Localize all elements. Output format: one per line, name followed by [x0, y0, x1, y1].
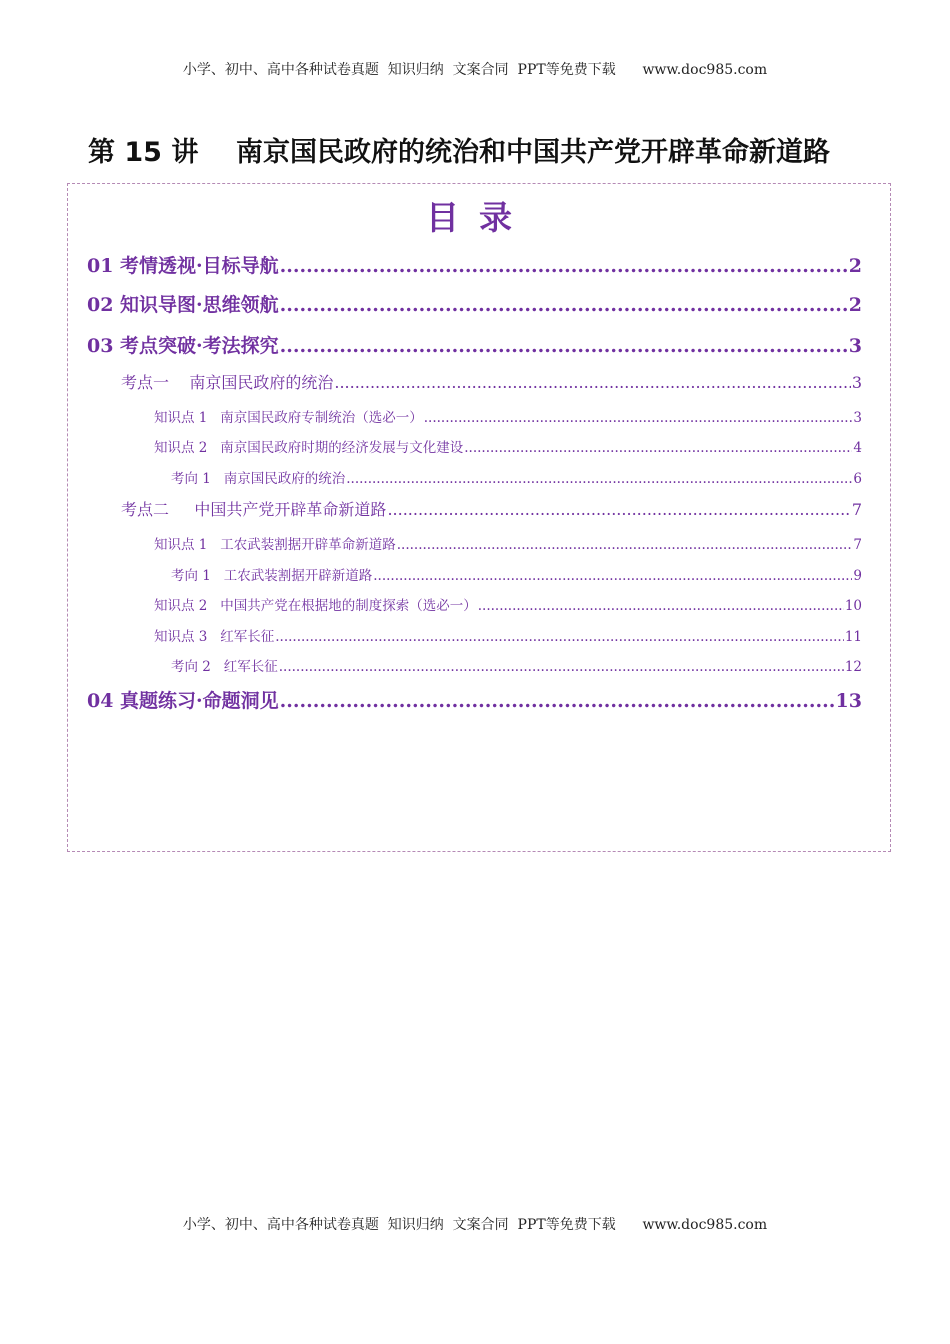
page-footer: 小学、初中、高中各种试卷真题 知识归纳 文案合同 PPT等免费下载 www.doc985.com	[182, 1217, 768, 1233]
toc-leader-dots	[280, 690, 835, 712]
toc-entry-label: 知识点 1 南京国民政府专制统治（选必一）	[154, 410, 423, 426]
toc-entry-label: 考向 2 红军长征	[171, 659, 278, 675]
toc-entry[interactable]	[121, 497, 862, 520]
toc-entry[interactable]	[171, 655, 862, 675]
toc-entry[interactable]	[87, 251, 862, 278]
toc-page-number: 13	[835, 690, 862, 712]
toc-page-number: 3	[851, 373, 862, 392]
toc-entry-label: 03 考点突破·考法探究	[87, 335, 279, 357]
toc-entry-label: 知识点 3 红军长征	[154, 629, 275, 645]
toc-page-number: 10	[844, 598, 862, 614]
toc-page-number: 7	[853, 537, 862, 553]
toc-page-number: 7	[851, 500, 862, 519]
toc-entry-label: 知识点 2 南京国民政府时期的经济发展与文化建设	[154, 440, 464, 456]
toc-entry-label: 04 真题练习·命题洞见	[87, 690, 279, 712]
toc-entry-label: 考向 1 南京国民政府的统治	[171, 471, 346, 487]
toc-page-number: 9	[853, 568, 862, 584]
toc-entry-label: 考向 1 工农武装割据开辟新道路	[171, 568, 373, 584]
table-of-contents	[67, 183, 891, 852]
toc-leader-dots	[279, 659, 844, 675]
toc-entry[interactable]	[154, 625, 862, 645]
toc-page-number: 2	[848, 294, 862, 316]
toc-page-number: 4	[853, 440, 862, 456]
toc-entry[interactable]	[87, 686, 862, 713]
toc-page-number: 12	[844, 659, 862, 675]
toc-heading: 目录	[426, 198, 532, 237]
toc-entry[interactable]	[154, 533, 862, 553]
toc-entry[interactable]	[154, 406, 862, 426]
toc-entry[interactable]	[87, 331, 862, 358]
toc-entry[interactable]	[154, 436, 862, 456]
toc-entry-label: 考点二 中国共产党开辟革命新道路	[121, 500, 387, 519]
toc-entry-label: 01 考情透视·目标导航	[87, 255, 279, 277]
document-title: 第 15 讲 南京国民政府的统治和中国共产党开辟革命新道路	[88, 137, 830, 168]
toc-leader-dots	[373, 568, 852, 584]
toc-page-number: 11	[844, 629, 862, 645]
toc-leader-dots	[478, 598, 844, 614]
page-header: 小学、初中、高中各种试卷真题 知识归纳 文案合同 PPT等免费下载 www.doc985.com	[182, 62, 768, 78]
toc-leader-dots	[397, 537, 853, 553]
toc-entry-label: 知识点 1 工农武装割据开辟革命新道路	[154, 537, 396, 553]
toc-leader-dots	[280, 255, 848, 277]
toc-page-number: 3	[853, 410, 862, 426]
toc-leader-dots	[280, 335, 848, 357]
toc-entry[interactable]	[87, 290, 862, 317]
toc-entry-label: 考点一 南京国民政府的统治	[121, 373, 334, 392]
toc-entry-label: 知识点 2 中国共产党在根据地的制度探索（选必一）	[154, 598, 477, 614]
toc-entry[interactable]	[171, 467, 862, 487]
toc-leader-dots	[280, 294, 848, 316]
toc-leader-dots	[275, 629, 844, 645]
toc-page-number: 6	[853, 471, 862, 487]
toc-entry-label: 02 知识导图·思维领航	[87, 294, 279, 316]
toc-page-number: 3	[848, 335, 862, 357]
toc-entry[interactable]	[171, 564, 862, 584]
toc-leader-dots	[334, 373, 850, 392]
toc-leader-dots	[464, 440, 852, 456]
toc-page-number: 2	[848, 255, 862, 277]
toc-entry[interactable]	[154, 594, 862, 614]
toc-leader-dots	[387, 500, 850, 519]
toc-leader-dots	[424, 410, 853, 426]
toc-leader-dots	[346, 471, 852, 487]
toc-entry[interactable]	[121, 370, 862, 393]
